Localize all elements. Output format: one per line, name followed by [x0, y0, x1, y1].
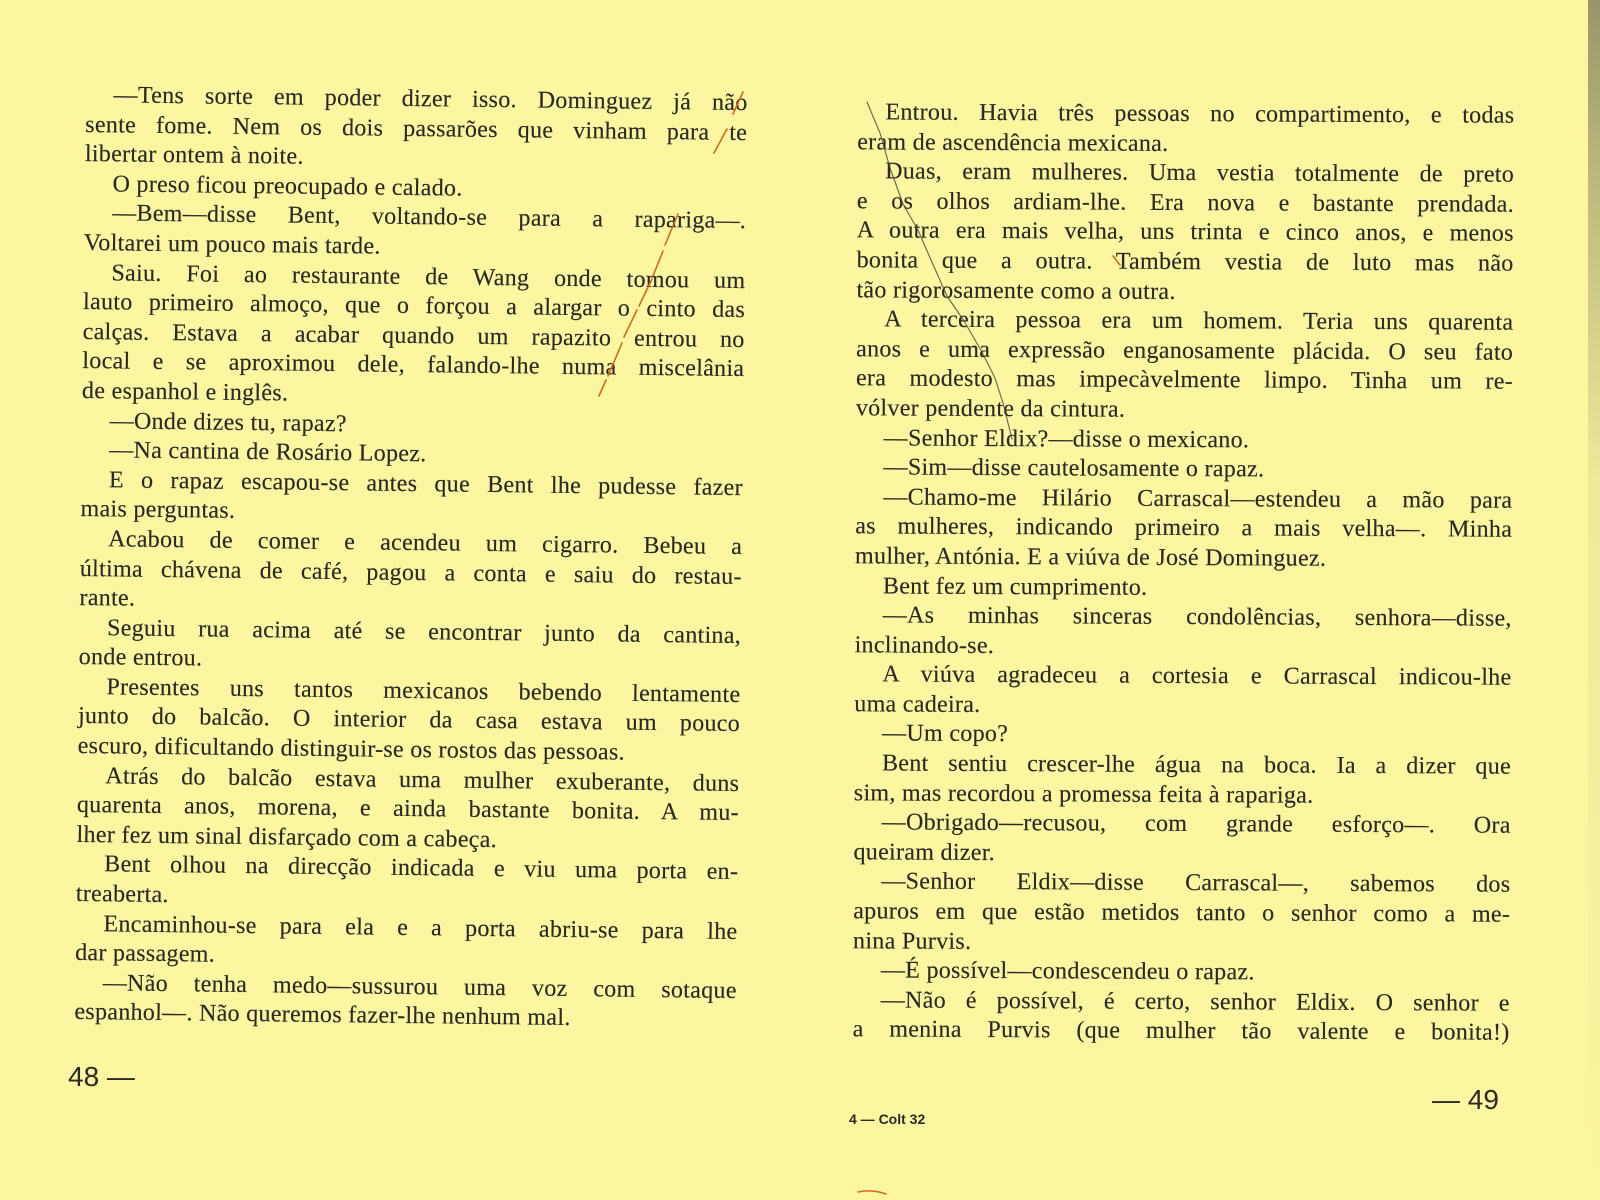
text-line: libertar ontem à noite. [84, 141, 304, 170]
text-line: O preso ficou preocupado e calado. [112, 171, 463, 202]
text-line: A viúva agradeceu a cortesia e Carrascal indicou-lhe [882, 661, 1512, 691]
text-line: Voltarei um pouco mais tarde. [83, 229, 381, 260]
text-line: escuro, dificultando distinguir-se os rostos das pessoas. [77, 733, 626, 766]
text-line: sente fome. Nem os dois passarões que vinham para te [85, 111, 748, 146]
text-line: Atrás do balcão estava uma mulher exuberante, duns [105, 762, 740, 797]
paragraph [75, 910, 738, 977]
text-line: era modesto mas impecàvelmente limpo. Tinha um re- [855, 365, 1514, 396]
text-line: e os olhos ardiam-lhe. Era nova e bastante prendada. [856, 188, 1515, 218]
left-page-text [74, 81, 748, 1036]
text-line: local e se aproximou dele, falando-lhe numa miscelânia [82, 348, 745, 383]
paragraph [84, 199, 747, 266]
text-line: —Um copo? [882, 720, 1009, 748]
text-line: —Sim—disse cautelosamente o rapaz. [883, 454, 1265, 483]
text-line: Bent fez um cumprimento. [882, 572, 1148, 601]
paragraph [856, 305, 1514, 427]
paragraph [85, 81, 748, 178]
right-page-number: — 49 [1432, 1084, 1499, 1115]
paragraph [79, 614, 742, 681]
paragraph [77, 673, 740, 770]
paragraph [856, 424, 1513, 457]
text-line: —Não tenha medo—sussurou uma voz com sotaque [102, 970, 737, 1004]
text-line: espanhol—. Não queremos fazer-lhe nenhum mal. [74, 999, 571, 1032]
text-line: Duas, eram mulheres. Uma vestia totalmente de preto [885, 158, 1515, 188]
text-line: dar passagem. [74, 940, 216, 968]
text-line: quarenta anos, morena, e ainda bastante bonita. A mu- [76, 792, 740, 827]
paragraph [853, 809, 1510, 872]
printer-signature: 4 — Colt 32 [849, 1111, 926, 1127]
left-page-number: 48 — [68, 1061, 135, 1092]
text-line: as mulheres, indicando primeiro a mais velha—. Minha [855, 513, 1513, 544]
text-line: última chávena de café, pagou a conta e saiu do restau- [79, 555, 742, 590]
paragraph [854, 720, 1511, 753]
text-line: —Onde dizes tu, rapaz? [109, 407, 347, 437]
text-line: A terceira pessoa era um homem. Teria uns quarenta [884, 306, 1514, 336]
text-line: —Bem—disse Bent, voltando-se para a rapariga—. [112, 200, 747, 235]
paragraph [79, 525, 742, 622]
text-line: —Senhor Eldix?—disse o mexicano. [883, 424, 1250, 453]
text-line: A outra era mais velha, uns trinta e cinco anos, e menos [856, 217, 1514, 248]
pen-smudge-bottom [858, 1191, 886, 1194]
text-line: Bent sentiu crescer-lhe água na boca. Ia a dizer que [881, 750, 1512, 780]
text-line: junto do balcão. O interior da casa estava um pouco [77, 703, 741, 738]
text-line: —Senhor Eldix—disse Carrascal—, sabemos dos [881, 868, 1511, 899]
text-line: Bent olhou na direcção indicada e viu uma porta en- [104, 851, 739, 886]
paragraph [76, 850, 739, 917]
paragraph [855, 601, 1512, 664]
text-line: uma cadeira. [854, 691, 981, 718]
text-line: calças. Estava a acabar quando um rapazito entrou no [82, 318, 745, 353]
text-line: Saiu. Foi ao restaurante de Wang onde tomou um [111, 259, 746, 294]
paragraph [855, 483, 1512, 575]
paragraph [853, 868, 1510, 960]
text-line: E o rapaz escapou-se antes que Bent lhe pudesse fazer [108, 467, 744, 501]
paragraph [853, 986, 1510, 1049]
text-line: inclinando-se. [854, 631, 995, 659]
paragraph [855, 453, 1512, 486]
text-line: onde entrou. [78, 644, 203, 672]
text-line: sim, mas recordou a promessa feita à rapariga. [853, 779, 1314, 809]
text-line: —Tens sorte em poder dizer isso. Dominguez já não [113, 82, 748, 117]
text-line: Acabou de comer e acendeu um cigarro. Bebeu a [108, 526, 743, 560]
text-line: —Chamo-me Hilário Carrascal—estendeu a mão para [883, 484, 1513, 514]
paragraph [82, 259, 746, 415]
page-edge-shadow [1588, 0, 1600, 1200]
text-line: nina Purvis. [853, 927, 972, 955]
text-line: de espanhol e inglês. [81, 377, 289, 407]
text-line: tão rigorosamente como a outra. [856, 276, 1176, 305]
text-line: bonita que a outra. Também vestia de luto mas não [856, 247, 1514, 277]
text-line: —É possível—condescendeu o rapaz. [880, 957, 1255, 986]
text-line: —Não é possível, é certo, senhor Eldix. O senhor e [880, 987, 1510, 1017]
paragraph [76, 762, 739, 859]
text-line: Seguiu rua acima até se encontrar junto da cantina, [106, 614, 742, 649]
text-line: a menina Purvis (que mulher tão valente e bonita!) [852, 1016, 1510, 1047]
text-line: —Obrigado—recusou, com grande esforço—. Ora [881, 809, 1511, 839]
text-line: queiram dizer. [853, 839, 996, 866]
text-line: eram de ascendência mexicana. [857, 128, 1169, 157]
paragraph [855, 572, 1512, 605]
text-line: mais perguntas. [80, 496, 236, 525]
text-line: anos e uma expressão enganosamente plácida. O seu fato [856, 336, 1514, 366]
text-line: —As minhas sinceras condolências, senhora—disse, [882, 602, 1512, 632]
paragraph [74, 969, 737, 1036]
text-line: rante. [79, 585, 136, 612]
text-line: Entrou. Havia três pessoas no compartimento, e todas [885, 99, 1515, 129]
text-line: lher fez um sinal disfarçado com a cabeça. [76, 821, 498, 853]
paragraph [853, 956, 1510, 989]
text-line: vólver pendente da cintura. [855, 395, 1126, 423]
text-line: mulher, Antónia. E a viúva de José Dominguez. [855, 543, 1327, 572]
paragraph [80, 466, 743, 533]
text-line: —Na cantina de Rosário Lopez. [109, 437, 427, 468]
paragraph [854, 661, 1511, 724]
text-line: Presentes uns tantos mexicanos bebendo lentamente [106, 674, 741, 708]
right-page-text [853, 98, 1515, 1048]
text-line: lauto primeiro almoço, que o forçou a alargar o cinto das [82, 289, 746, 324]
paragraph [854, 749, 1511, 812]
text-line: Encaminhou-se para ela e a porta abriu-se para lhe [103, 910, 738, 945]
paragraph [856, 157, 1514, 308]
paragraph [857, 98, 1514, 161]
text-line: treaberta. [75, 880, 169, 909]
text-line: apuros em que estão metidos tanto o senhor como a me- [853, 898, 1511, 928]
